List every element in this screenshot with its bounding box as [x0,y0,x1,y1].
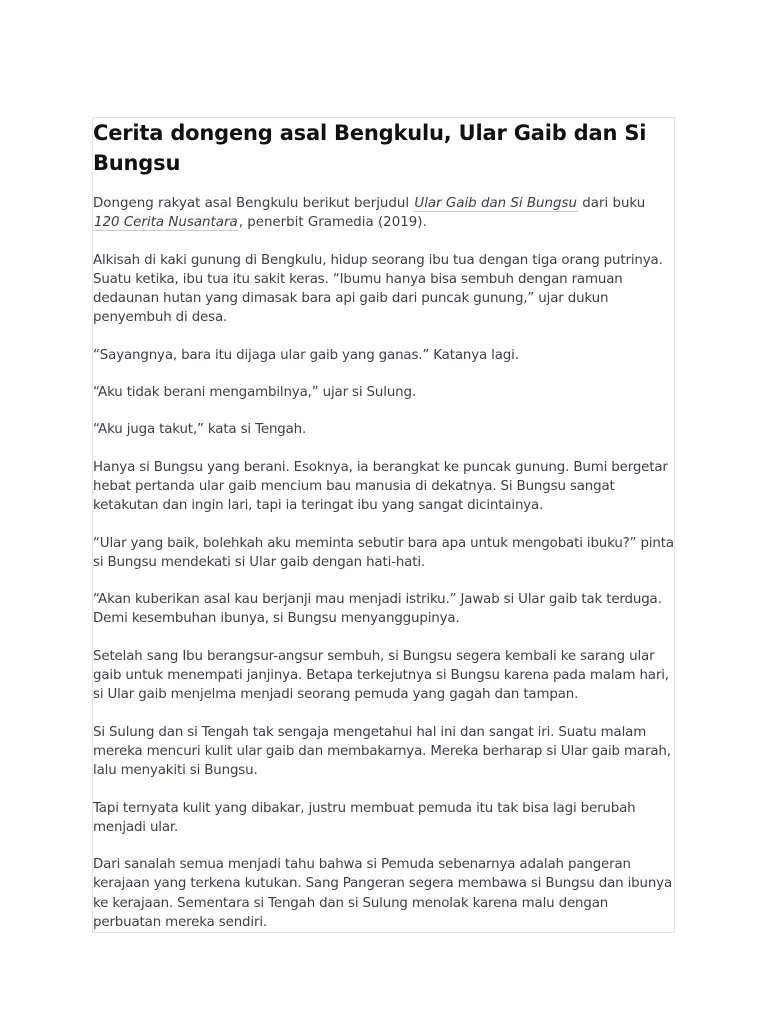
paragraph: “Akan kuberikan asal kau berjanji mau menjadi istriku.” Jawab si Ular gaib tak terduga. Demi kesembuhan ibunya, si Bungsu menyanggupinya. [93,592,662,627]
paragraph: Hanya si Bungsu yang berani. Esoknya, ia berangkat ke puncak gunung. Bumi bergetar hebat pertanda ular gaib mencium bau manusia di dekatnya. Si Bungsu sangat ketakutan dan ingin lari, tapi ia teringat ibu yang sangat dicintainya. [93,459,668,514]
book-title-link[interactable]: 120 Cerita Nusantara [94,215,238,231]
article-title: Cerita dongeng asal Bengkulu, Ular Gaib dan Si Bungsu [93,121,647,175]
intro-text-middle: dari buku [578,196,646,211]
paragraph: Si Sulung dan si Tengah tak sengaja mengetahui hal ini dan sangat iri. Suatu malam mereka mencuri kulit ular gaib dan membakarnya. Mereka berharap si Ular gaib marah, lalu menyakiti si Bungsu. [93,724,671,779]
paragraph: “Sayangnya, bara itu dijaga ular gaib yang ganas.” Katanya lagi. [93,347,519,363]
paragraph: “Aku juga takut,” kata si Tengah. [93,422,307,438]
paragraph: Alkisah di kaki gunung di Bengkulu, hidup seorang ibu tua dengan tiga orang putrinya. Suatu ketika, ibu tua itu sakit keras. “Ibumu hanya bisa sembuh dengan ramuan dedaunan hutan yang dimasak bara api gaib dari puncak gunung,” ujar dukun penyembuh di desa. [93,252,663,326]
intro-text-end: , penerbit Gramedia (2019). [238,215,427,231]
paragraph: Tapi ternyata kulit yang dibakar, justru membuat pemuda itu tak bisa lagi berubah menjadi ular. [93,800,636,835]
paragraph: Setelah sang Ibu berangsur-angsur sembuh, si Bungsu segera kembali ke sarang ular gaib untuk menempati janjinya. Betapa terkejutnya si Bungsu karena pada malam hari, si Ular gaib menjelma menjadi seorang pemuda yang gagah dan tampan. [93,648,669,703]
paragraph: Dari sanalah semua menjadi tahu bahwa si Pemuda sebenarnya adalah pangeran kerajaan yang terkena kutukan. Sang Pangeran segera membawa si Bungsu dan ibunya ke kerajaan. Sementara si Tengah dan si Sulung menolak karena malu dengan perbuatan mereka sendiri. [93,857,673,931]
paragraph: “Aku tidak berani mengambilnya,” ujar si Sulung. [93,385,416,401]
intro-text-start: Dongeng rakyat asal Bengkulu berikut berjudul [93,196,414,211]
story-title-link[interactable]: Ular Gaib dan Si Bungsu [414,196,577,211]
article-intro [93,194,675,233]
paragraph: “Ular yang baik, bolehkah aku meminta sebutir bara apa untuk mengobati ibuku?” pinta si Bungsu mendekati si Ular gaib dengan hati-hati. [93,535,674,570]
article [93,118,675,932]
